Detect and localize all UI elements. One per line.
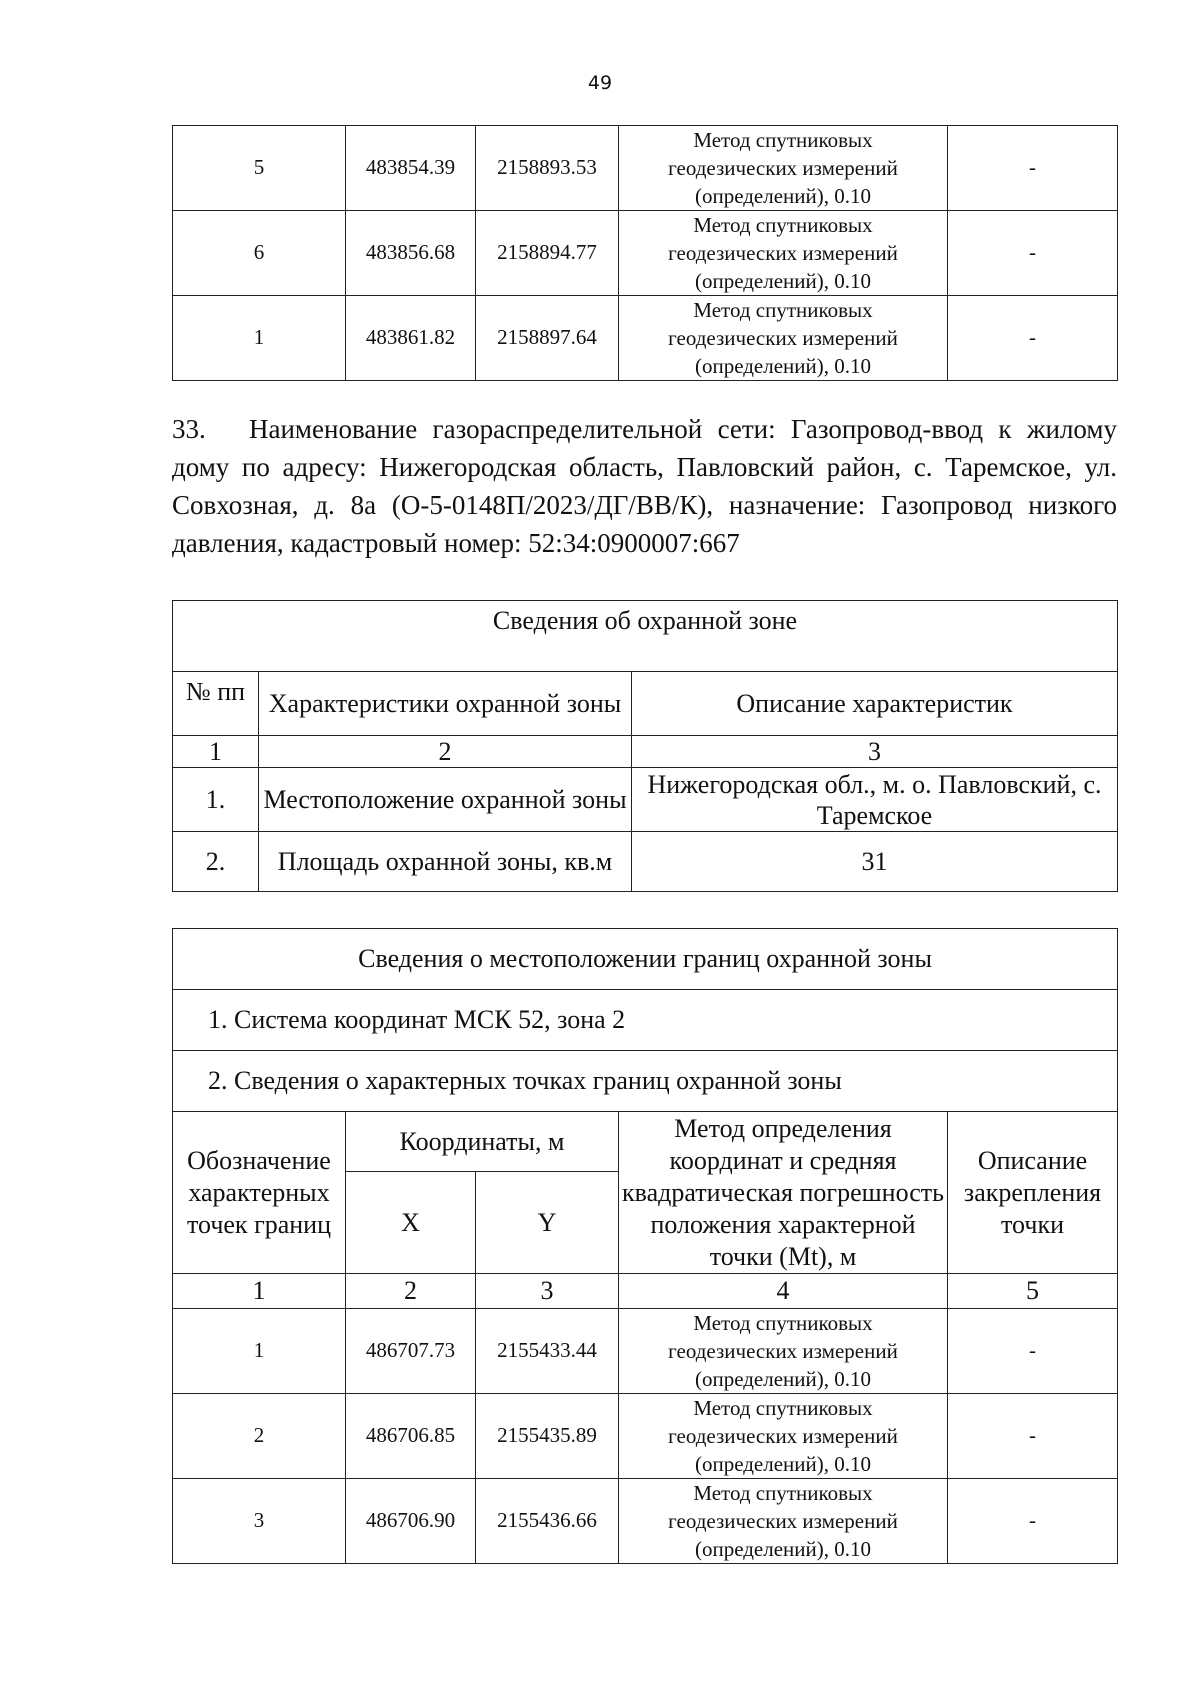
- table-row: [173, 1394, 1118, 1479]
- desc-cell: -: [948, 211, 1118, 296]
- method-cell: Метод спутниковых геодезических измерений (определений), 0.10: [619, 126, 948, 211]
- table-row: [173, 211, 1118, 296]
- point-cell: 2: [173, 1394, 346, 1479]
- point-cell: 6: [173, 211, 346, 296]
- boundary-table-title: Сведения о местоположении границ охранной зоны: [173, 929, 1118, 990]
- y-cell: 2155433.44: [476, 1309, 619, 1394]
- boundary-points-table: [172, 928, 1118, 1564]
- table-row: [173, 296, 1118, 381]
- x-cell: 486707.73: [346, 1309, 476, 1394]
- section-paragraph: [172, 410, 1117, 562]
- table-row: [173, 1309, 1118, 1394]
- method-cell: Метод спутниковых геодезических измерений (определений), 0.10: [619, 1309, 948, 1394]
- row-num: 1.: [173, 768, 259, 832]
- zone-table-title: Сведения об охранной зоне: [173, 601, 1118, 672]
- method-cell: Метод спутниковых геодезических измерений (определений), 0.10: [619, 1394, 948, 1479]
- table-row: [173, 832, 1118, 892]
- section-number: 33.: [172, 414, 206, 444]
- section-text: Наименование газораспределительной сети: Газопровод-ввод к жилому дому по адресу: Нижегородская область, Павловский район, с. Таремское, ул. Совхозная, д. 8а (О-5-0148П/2023/ДГ/ВВ/К), назначение: Газопровод низкого давления, кадастровый номер: 52:34:0900007:667: [172, 414, 1117, 558]
- desc-cell: -: [948, 1394, 1118, 1479]
- header-designation: Обозначение характерных точек границ: [173, 1112, 346, 1274]
- x-cell: 483861.82: [346, 296, 476, 381]
- top-coordinates-table: [172, 125, 1118, 381]
- y-cell: 2158893.53: [476, 126, 619, 211]
- y-cell: 2155436.66: [476, 1479, 619, 1564]
- header-characteristics: Характеристики охранной зоны: [259, 672, 632, 736]
- desc-cell: -: [948, 1479, 1118, 1564]
- index-cell: 1: [173, 1274, 346, 1309]
- index-cell: 3: [632, 736, 1118, 768]
- page-number: 49: [587, 72, 613, 94]
- index-cell: 1: [173, 736, 259, 768]
- index-cell: 5: [948, 1274, 1118, 1309]
- desc-cell: -: [948, 296, 1118, 381]
- row-description: 31: [632, 832, 1118, 892]
- header-x: X: [346, 1172, 476, 1274]
- table-row: [173, 126, 1118, 211]
- table-row: [173, 768, 1118, 832]
- x-cell: 483856.68: [346, 211, 476, 296]
- row-characteristic: Местоположение охранной зоны: [259, 768, 632, 832]
- row-description: Нижегородская обл., м. о. Павловский, с. Таремское: [632, 768, 1118, 832]
- x-cell: 486706.90: [346, 1479, 476, 1564]
- y-cell: 2158897.64: [476, 296, 619, 381]
- point-cell: 3: [173, 1479, 346, 1564]
- index-cell: 2: [346, 1274, 476, 1309]
- header-y: Y: [476, 1172, 619, 1274]
- method-cell: Метод спутниковых геодезических измерений (определений), 0.10: [619, 296, 948, 381]
- x-cell: 483854.39: [346, 126, 476, 211]
- y-cell: 2158894.77: [476, 211, 619, 296]
- row-num: 2.: [173, 832, 259, 892]
- desc-cell: -: [948, 126, 1118, 211]
- desc-cell: -: [948, 1309, 1118, 1394]
- index-cell: 2: [259, 736, 632, 768]
- header-description: Описание характеристик: [632, 672, 1118, 736]
- header-fixing: Описание закрепления точки: [948, 1112, 1118, 1274]
- method-cell: Метод спутниковых геодезических измерений (определений), 0.10: [619, 211, 948, 296]
- table-row: [173, 1479, 1118, 1564]
- row-characteristic: Площадь охранной зоны, кв.м: [259, 832, 632, 892]
- header-coordinates: Координаты, м: [346, 1112, 619, 1172]
- x-cell: 486706.85: [346, 1394, 476, 1479]
- protection-zone-table: [172, 600, 1118, 892]
- index-cell: 4: [619, 1274, 948, 1309]
- point-cell: 1: [173, 296, 346, 381]
- method-cell: Метод спутниковых геодезических измерений (определений), 0.10: [619, 1479, 948, 1564]
- y-cell: 2155435.89: [476, 1394, 619, 1479]
- coordinate-system: 1. Система координат МСК 52, зона 2: [173, 990, 1118, 1051]
- header-method: Метод определения координат и средняя квадратическая погрешность положения характерной точки (Mt), м: [619, 1112, 948, 1274]
- header-num: № пп: [173, 672, 259, 736]
- point-cell: 5: [173, 126, 346, 211]
- point-cell: 1: [173, 1309, 346, 1394]
- index-cell: 3: [476, 1274, 619, 1309]
- points-subtitle: 2. Сведения о характерных точках границ охранной зоны: [173, 1051, 1118, 1112]
